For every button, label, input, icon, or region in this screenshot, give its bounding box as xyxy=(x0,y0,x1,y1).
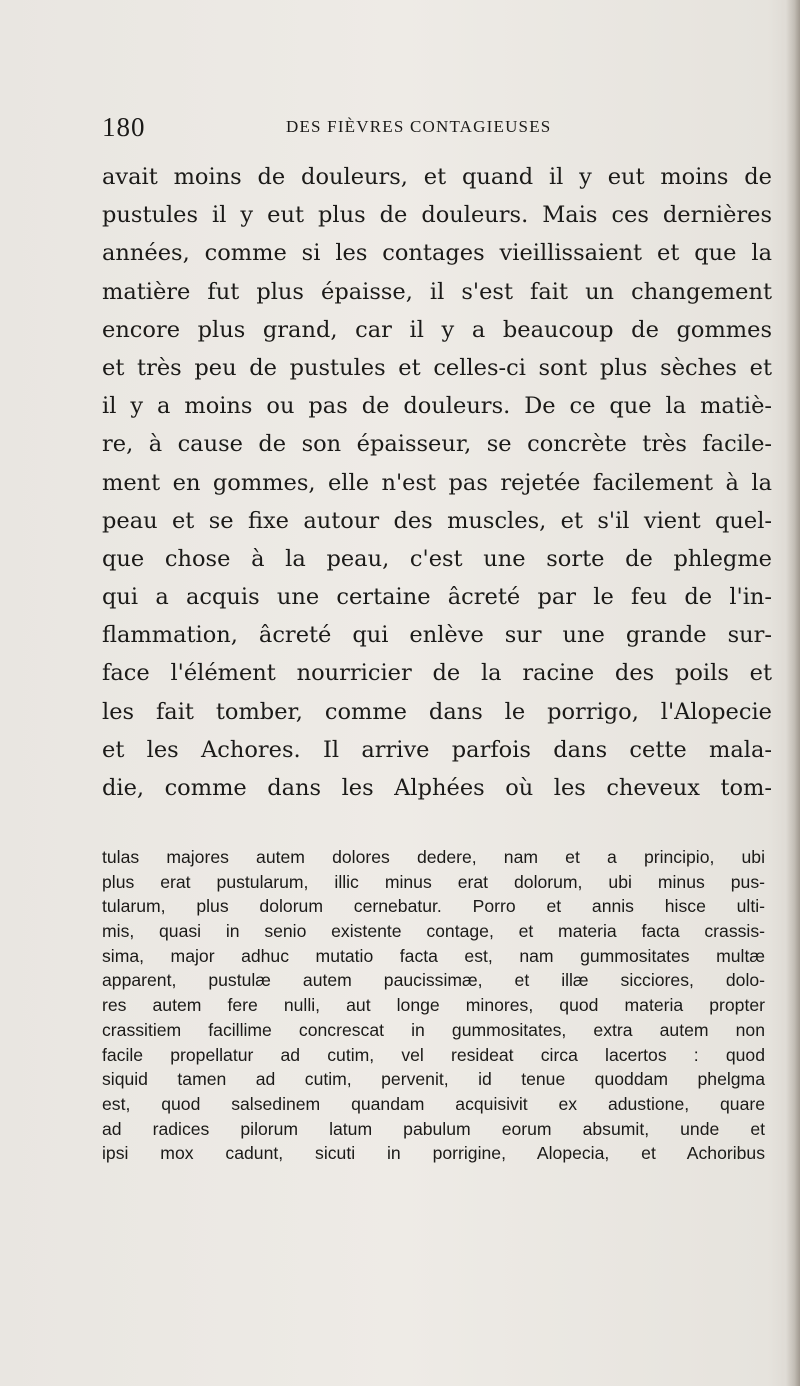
text-line: matière fut plus épaisse, il s'est fait un changement xyxy=(102,278,772,305)
footnote-line: res autem fere nulli, aut longe minores, quod materia propter xyxy=(102,995,765,1016)
text-line: et les Achores. Il arrive parfois dans cette mala- xyxy=(102,736,772,763)
text-line: die, comme dans les Alphées où les cheveux tom- xyxy=(102,775,772,801)
page-header xyxy=(102,112,602,142)
footnote-line: sima, major adhuc mutatio facta est, nam gummositates multæ xyxy=(102,945,765,966)
text-line: face l'élément nourricier de la racine des poils et xyxy=(102,660,772,687)
footnote-line: mis, quasi in senio existente contage, et materia facta crassis- xyxy=(102,921,765,942)
footnote-line: est, quod salsedinem quandam acquisivit ex adustione, quare xyxy=(102,1093,765,1114)
footnote-line: apparent, pustulæ autem paucissimæ, et illæ sicciores, dolo- xyxy=(102,970,765,991)
footnote-line: siquid tamen ad cutim, pervenit, id tenue quoddam phelgma xyxy=(102,1069,765,1090)
footnote-line: tulas majores autem dolores dedere, nam et a principio, ubi xyxy=(102,847,765,867)
text-line: peau et se fixe autour des muscles, et s'il vient quel- xyxy=(102,507,772,534)
page-edge-shadow xyxy=(786,0,800,1386)
running-title: DES FIÈVRES CONTAGIEUSES xyxy=(286,117,552,136)
text-line: avait moins de douleurs, et quand il y eut moins de xyxy=(102,164,772,190)
text-line: pustules il y eut plus de douleurs. Mais ces dernières xyxy=(102,202,772,229)
text-line: encore plus grand, car il y a beaucoup de gommes xyxy=(102,316,772,343)
text-line: les fait tomber, comme dans le porrigo, l'Alopecie xyxy=(102,698,772,725)
text-line: et très peu de pustules et celles-ci sont plus sèches et xyxy=(102,354,772,381)
text-line: qui a acquis une certaine âcreté par le feu de l'in- xyxy=(102,584,772,611)
footnote-line: tularum, plus dolorum cernebatur. Porro et annis hisce ulti- xyxy=(102,896,765,917)
text-line: ment en gommes, elle n'est pas rejetée facilement à la xyxy=(102,469,772,496)
text-line: que chose à la peau, c'est une sorte de phlegme xyxy=(102,545,772,572)
footnote-line: facile propellatur ad cutim, vel resideat circa lacertos : quod xyxy=(102,1044,765,1065)
text-line: flammation, âcreté qui enlève sur une grande sur- xyxy=(102,622,772,649)
footnote-line: ipsi mox cadunt, sicuti in porrigine, Alopecia, et Achoribus xyxy=(102,1143,765,1164)
text-line: re, à cause de son épaisseur, se concrète très facile- xyxy=(102,431,772,458)
text-line: années, comme si les contages vieillissaient et que la xyxy=(102,240,772,267)
footnote-line: ad radices pilorum latum pabulum eorum absumit, unde et xyxy=(102,1118,765,1139)
footnote-line: crassitiem facillime concrescat in gummositates, extra autem non xyxy=(102,1019,765,1040)
footnote-line: plus erat pustularum, illic minus erat dolorum, ubi minus pus- xyxy=(102,871,765,892)
latin-footnote-block xyxy=(102,845,765,1166)
page-number: 180 xyxy=(102,112,146,142)
text-line: il y a moins ou pas de douleurs. De ce que la matiè- xyxy=(102,393,772,420)
french-text-block xyxy=(102,158,772,807)
